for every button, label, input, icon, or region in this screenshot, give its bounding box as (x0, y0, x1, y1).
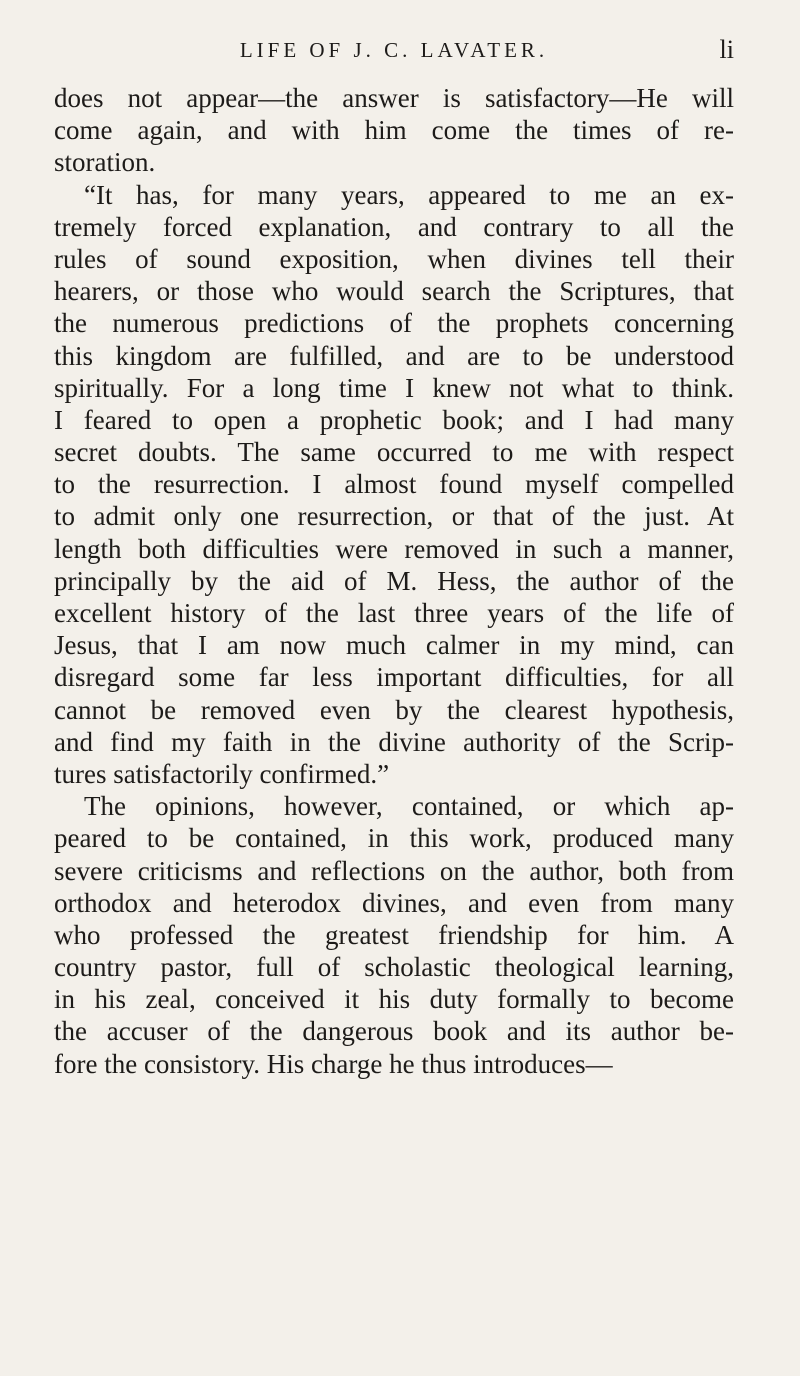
page-header (54, 0, 734, 80)
text-line: Jesus, that I am now much calmer in my mind, can (54, 630, 734, 661)
page-number: li (719, 35, 734, 64)
text-line: tures satisfactorily confirmed.” (54, 758, 390, 789)
text-line: The opinions, however, contained, or which ap- (84, 791, 734, 822)
text-line: to admit only one resurrection, or that of the just. At (54, 501, 734, 532)
text-line: length both difficulties were removed in such a manner, (54, 533, 734, 564)
text-line: severe criticisms and reflections on the author, both from (54, 855, 734, 886)
text-line: this kingdom are fulfilled, and are to be understood (54, 340, 734, 371)
paragraph (54, 790, 734, 1080)
text-line: disregard some far less important difficulties, for all (54, 662, 734, 693)
text-line: the numerous predictions of the prophets concerning (54, 308, 734, 339)
text-line: come again, and with him come the times of re- (54, 115, 734, 146)
text-line: hearers, or those who would search the Scriptures, that (54, 276, 734, 307)
text-line: rules of sound exposition, when divines tell their (54, 243, 734, 274)
text-line: in his zeal, conceived it his duty formally to become (54, 984, 734, 1015)
text-line: the accuser of the dangerous book and its author be- (54, 1016, 734, 1047)
text-line: who professed the greatest friendship for him. A (54, 919, 734, 950)
text-line: fore the consistory. His charge he thus introduces— (54, 1048, 613, 1079)
text-line: and find my faith in the divine authority of the Scrip- (54, 726, 734, 757)
text-line: principally by the aid of M. Hess, the author of the (54, 565, 734, 596)
running-head: LIFE OF J. C. LAVATER. (239, 38, 549, 62)
text-line: country pastor, full of scholastic theological learning, (54, 952, 734, 983)
text-line: “It has, for many years, appeared to me an ex- (84, 179, 734, 210)
text-line: excellent history of the last three years of the life of (54, 598, 734, 628)
text-line: tremely forced explanation, and contrary to all the (54, 211, 734, 242)
text-line: secret doubts. The same occurred to me with respect (54, 437, 734, 468)
text-line: to the resurrection. I almost found myself compelled (54, 469, 734, 500)
text-line: storation. (54, 147, 156, 178)
paragraph (54, 179, 734, 791)
text-line: does not appear—the answer is satisfactory—He will (54, 83, 734, 113)
text-line: cannot be removed even by the clearest hypothesis, (54, 694, 734, 725)
text-line: orthodox and heterodox divines, and even from many (54, 887, 734, 918)
text-line: spiritually. For a long time I knew not what to think. (54, 372, 734, 403)
body-text (54, 82, 734, 1080)
text-line: I feared to open a prophetic book; and I had many (54, 404, 734, 435)
text-line: peared to be contained, in this work, produced many (54, 823, 734, 854)
paragraph (54, 82, 734, 179)
